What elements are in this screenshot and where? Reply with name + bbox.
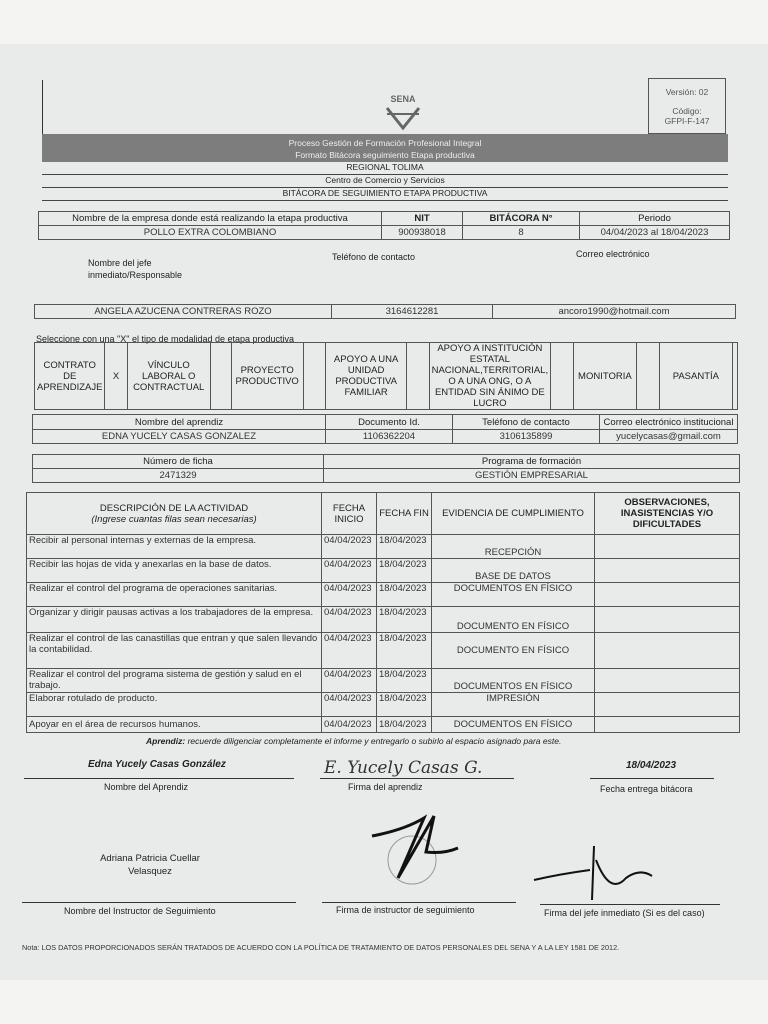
apprentice-email: yucelycasas@gmail.com [600,430,738,444]
apprentice-table [32,414,738,444]
activity-evidence: DOCUMENTOS EN FÍSICO [432,669,595,693]
modality-mark[interactable] [407,343,429,410]
activity-observation [595,607,740,633]
activity-start: 04/04/2023 [322,717,377,733]
activity-observation [595,717,740,733]
footer-note: Nota: LOS DATOS PROPORCIONADOS SERÁN TRATADOS DE ACUERDO CON LA POLÍTICA DE TRATAMIENTO DE DATOS PERSONALES DEL SENA Y A LA LEY 1581 DE 2012. [22,943,620,952]
activity-evidence: DOCUMENTOS EN FÍSICO [432,717,595,733]
note-text: recuerde diligenciar completamente el informe y entregarlo o subirlo al espacio asignado para este. [187,736,562,746]
title-band [42,134,728,162]
activity-start: 04/04/2023 [322,633,377,669]
ficha-value: 2471329 [33,469,324,483]
apprentice-signature-label: Firma del aprendiz [348,782,423,792]
activity-end: 18/04/2023 [377,669,432,693]
modality-option: PROYECTO PRODUCTIVO [231,343,303,410]
boss-signature-label: Firma del jefe inmediato (Si es del caso) [544,908,705,918]
modality-option: APOYO A INSTITUCIÓN ESTATAL NACIONAL,TERRITORIAL, O A UNA ONG, O A ENTIDAD SIN ÁNIMO DE LUCRO [429,343,551,410]
band-line2: Formato Bitácora seguimiento Etapa productiva [295,150,475,160]
col-start: FECHA INICIO [322,493,377,535]
regional-row [42,162,728,200]
program-label: Programa de formación [324,455,740,469]
delivery-date-label: Fecha entrega bitácora [600,784,693,794]
activity-end: 18/04/2023 [377,717,432,733]
activity-end: 18/04/2023 [377,607,432,633]
activity-end: 18/04/2023 [377,693,432,717]
apprentice-name-sign-label: Nombre del Aprendiz [104,782,189,792]
activity-start: 04/04/2023 [322,669,377,693]
activity-start: 04/04/2023 [322,693,377,717]
table-row [27,633,740,669]
activity-observation [595,633,740,669]
table-row [27,693,740,717]
activity-start: 04/04/2023 [322,583,377,607]
col-observations: OBSERVACIONES, INASISTENCIAS Y/O DIFICULTADES [595,493,740,535]
apprentice-name: EDNA YUCELY CASAS GONZALEZ [33,430,326,444]
regional-text: REGIONAL TOLIMA [42,162,728,175]
company-name: POLLO EXTRA COLOMBIANO [39,226,382,240]
boss-email-label: Correo electrónico [576,249,650,259]
instructor-signature [364,808,464,888]
instructor-name-label: Nombre del Instructor de Seguimiento [64,906,216,916]
apprentice-signature: E. Yucely Casas G. [324,758,483,778]
apprentice-name-label: Nombre del aprendiz [33,415,326,430]
sena-logo-icon [383,104,423,132]
center-text: Centro de Comercio y Servicios [42,175,728,188]
activity-desc: Recibir las hojas de vida y anexarlas en la base de datos. [27,559,322,583]
modality-mark[interactable] [210,343,231,410]
apprentice-phone-label: Teléfono de contacto [453,415,600,430]
table-row [27,559,740,583]
table-row [27,717,740,733]
sena-logo [383,94,423,134]
header-frame [42,80,649,136]
instructor-signature-label: Firma de instructor de seguimiento [336,905,475,915]
activity-evidence: DOCUMENTOS EN FÍSICO [432,583,595,607]
apprentice-note [146,736,561,746]
activity-end: 18/04/2023 [377,535,432,559]
version-box [648,78,726,134]
nit-value: 900938018 [382,226,463,240]
activity-observation [595,669,740,693]
boss-email: ancoro1990@hotmail.com [493,305,736,319]
boss-name: ANGELA AZUCENA CONTRERAS ROZO [35,305,332,319]
version-text: Versión: 02 [665,87,709,97]
modality-option: PASANTÍA [659,343,732,410]
col-description-hint: (Ingrese cuantas filas sean necesarias) [91,513,257,525]
ficha-label: Número de ficha [33,455,324,469]
table-row [27,535,740,559]
col-description [27,493,322,535]
modality-mark[interactable]: X [105,343,127,410]
table-row [27,669,740,693]
activity-desc: Realizar el control de las canastillas que entran y que salen llevando la contabilidad. [27,633,322,669]
activity-start: 04/04/2023 [322,559,377,583]
activity-observation [595,559,740,583]
activity-end: 18/04/2023 [377,583,432,607]
period-label: Periodo [580,212,730,226]
activity-start: 04/04/2023 [322,607,377,633]
activity-desc: Organizar y dirigir pausas activas a los trabajadores de la empresa. [27,607,322,633]
modality-option: MONITORIA [573,343,637,410]
code-text: GFPI-F-147 [664,116,710,126]
boss-signature [530,840,660,910]
apprentice-email-label: Correo electrónico institucional [600,415,738,430]
modality-mark[interactable] [733,343,738,410]
boss-name-label: Nombre del jefe inmediato/Responsable [88,258,183,280]
company-name-label: Nombre de la empresa donde está realizando la etapa productiva [39,212,382,226]
form-title: BITÁCORA DE SEGUIMIENTO ETAPA PRODUCTIVA [42,188,728,201]
company-table [38,211,730,240]
activities-table [26,492,740,733]
activity-evidence: DOCUMENTO EN FÍSICO [432,633,595,669]
bitacora-label: BITÁCORA N° [463,212,580,226]
activity-evidence: RECEPCIÓN [432,535,595,559]
modality-title: Seleccione con una "X" el tipo de modalidad de etapa productiva [36,334,295,344]
boss-phone: 3164612281 [332,305,493,319]
activity-evidence: BASE DE DATOS [432,559,595,583]
boss-phone-label: Teléfono de contacto [332,252,416,262]
activity-desc: Elaborar rotulado de producto. [27,693,322,717]
modality-table [34,342,738,410]
modality-option: APOYO A UNA UNIDAD PRODUCTIVA FAMILIAR [326,343,407,410]
band-line1: Proceso Gestión de Formación Profesional Integral [288,138,482,148]
bitacora-value: 8 [463,226,580,240]
nit-label: NIT [382,212,463,226]
activity-desc: Recibir al personal internas y externas de la empresa. [27,535,322,559]
table-row [27,583,740,607]
apprentice-name-sign: Edna Yucely Casas González [88,759,226,770]
col-description-title: DESCRIPCIÓN DE LA ACTIVIDAD [99,502,249,514]
period-value: 04/04/2023 al 18/04/2023 [580,226,730,240]
ficha-table [32,454,740,483]
activity-desc: Apoyar en el área de recursos humanos. [27,717,322,733]
activity-observation [595,583,740,607]
instructor-name: Adriana Patricia Cuellar Velasquez [100,853,200,877]
note-bold: Aprendiz: [146,736,186,746]
col-end: FECHA FIN [377,493,432,535]
apprentice-phone: 3106135899 [453,430,600,444]
activity-desc: Realizar el control del programa sistema de gestión y salud en el trabajo. [27,669,322,693]
boss-table [34,304,736,319]
sena-logo-text: SENA [390,94,416,104]
col-evidence: EVIDENCIA DE CUMPLIMIENTO [432,493,595,535]
activity-end: 18/04/2023 [377,633,432,669]
modality-mark[interactable] [637,343,659,410]
modality-mark[interactable] [303,343,325,410]
program-value: GESTIÓN EMPRESARIAL [324,469,740,483]
code-label: Código: [672,106,702,116]
activity-desc: Realizar el control del programa de operaciones sanitarias. [27,583,322,607]
table-row [27,607,740,633]
delivery-date: 18/04/2023 [626,760,677,771]
modality-option: CONTRATO DE APRENDIZAJE [35,343,105,410]
activity-end: 18/04/2023 [377,559,432,583]
activity-evidence: DOCUMENTO EN FÍSICO [432,607,595,633]
activity-evidence: IMPRESIÓN [432,693,595,717]
activity-start: 04/04/2023 [322,535,377,559]
apprentice-doc: 1106362204 [326,430,453,444]
activity-observation [595,693,740,717]
modality-mark[interactable] [551,343,573,410]
modality-option: VÍNCULO LABORAL O CONTRACTUAL [127,343,210,410]
activity-observation [595,535,740,559]
apprentice-doc-label: Documento Id. [326,415,453,430]
